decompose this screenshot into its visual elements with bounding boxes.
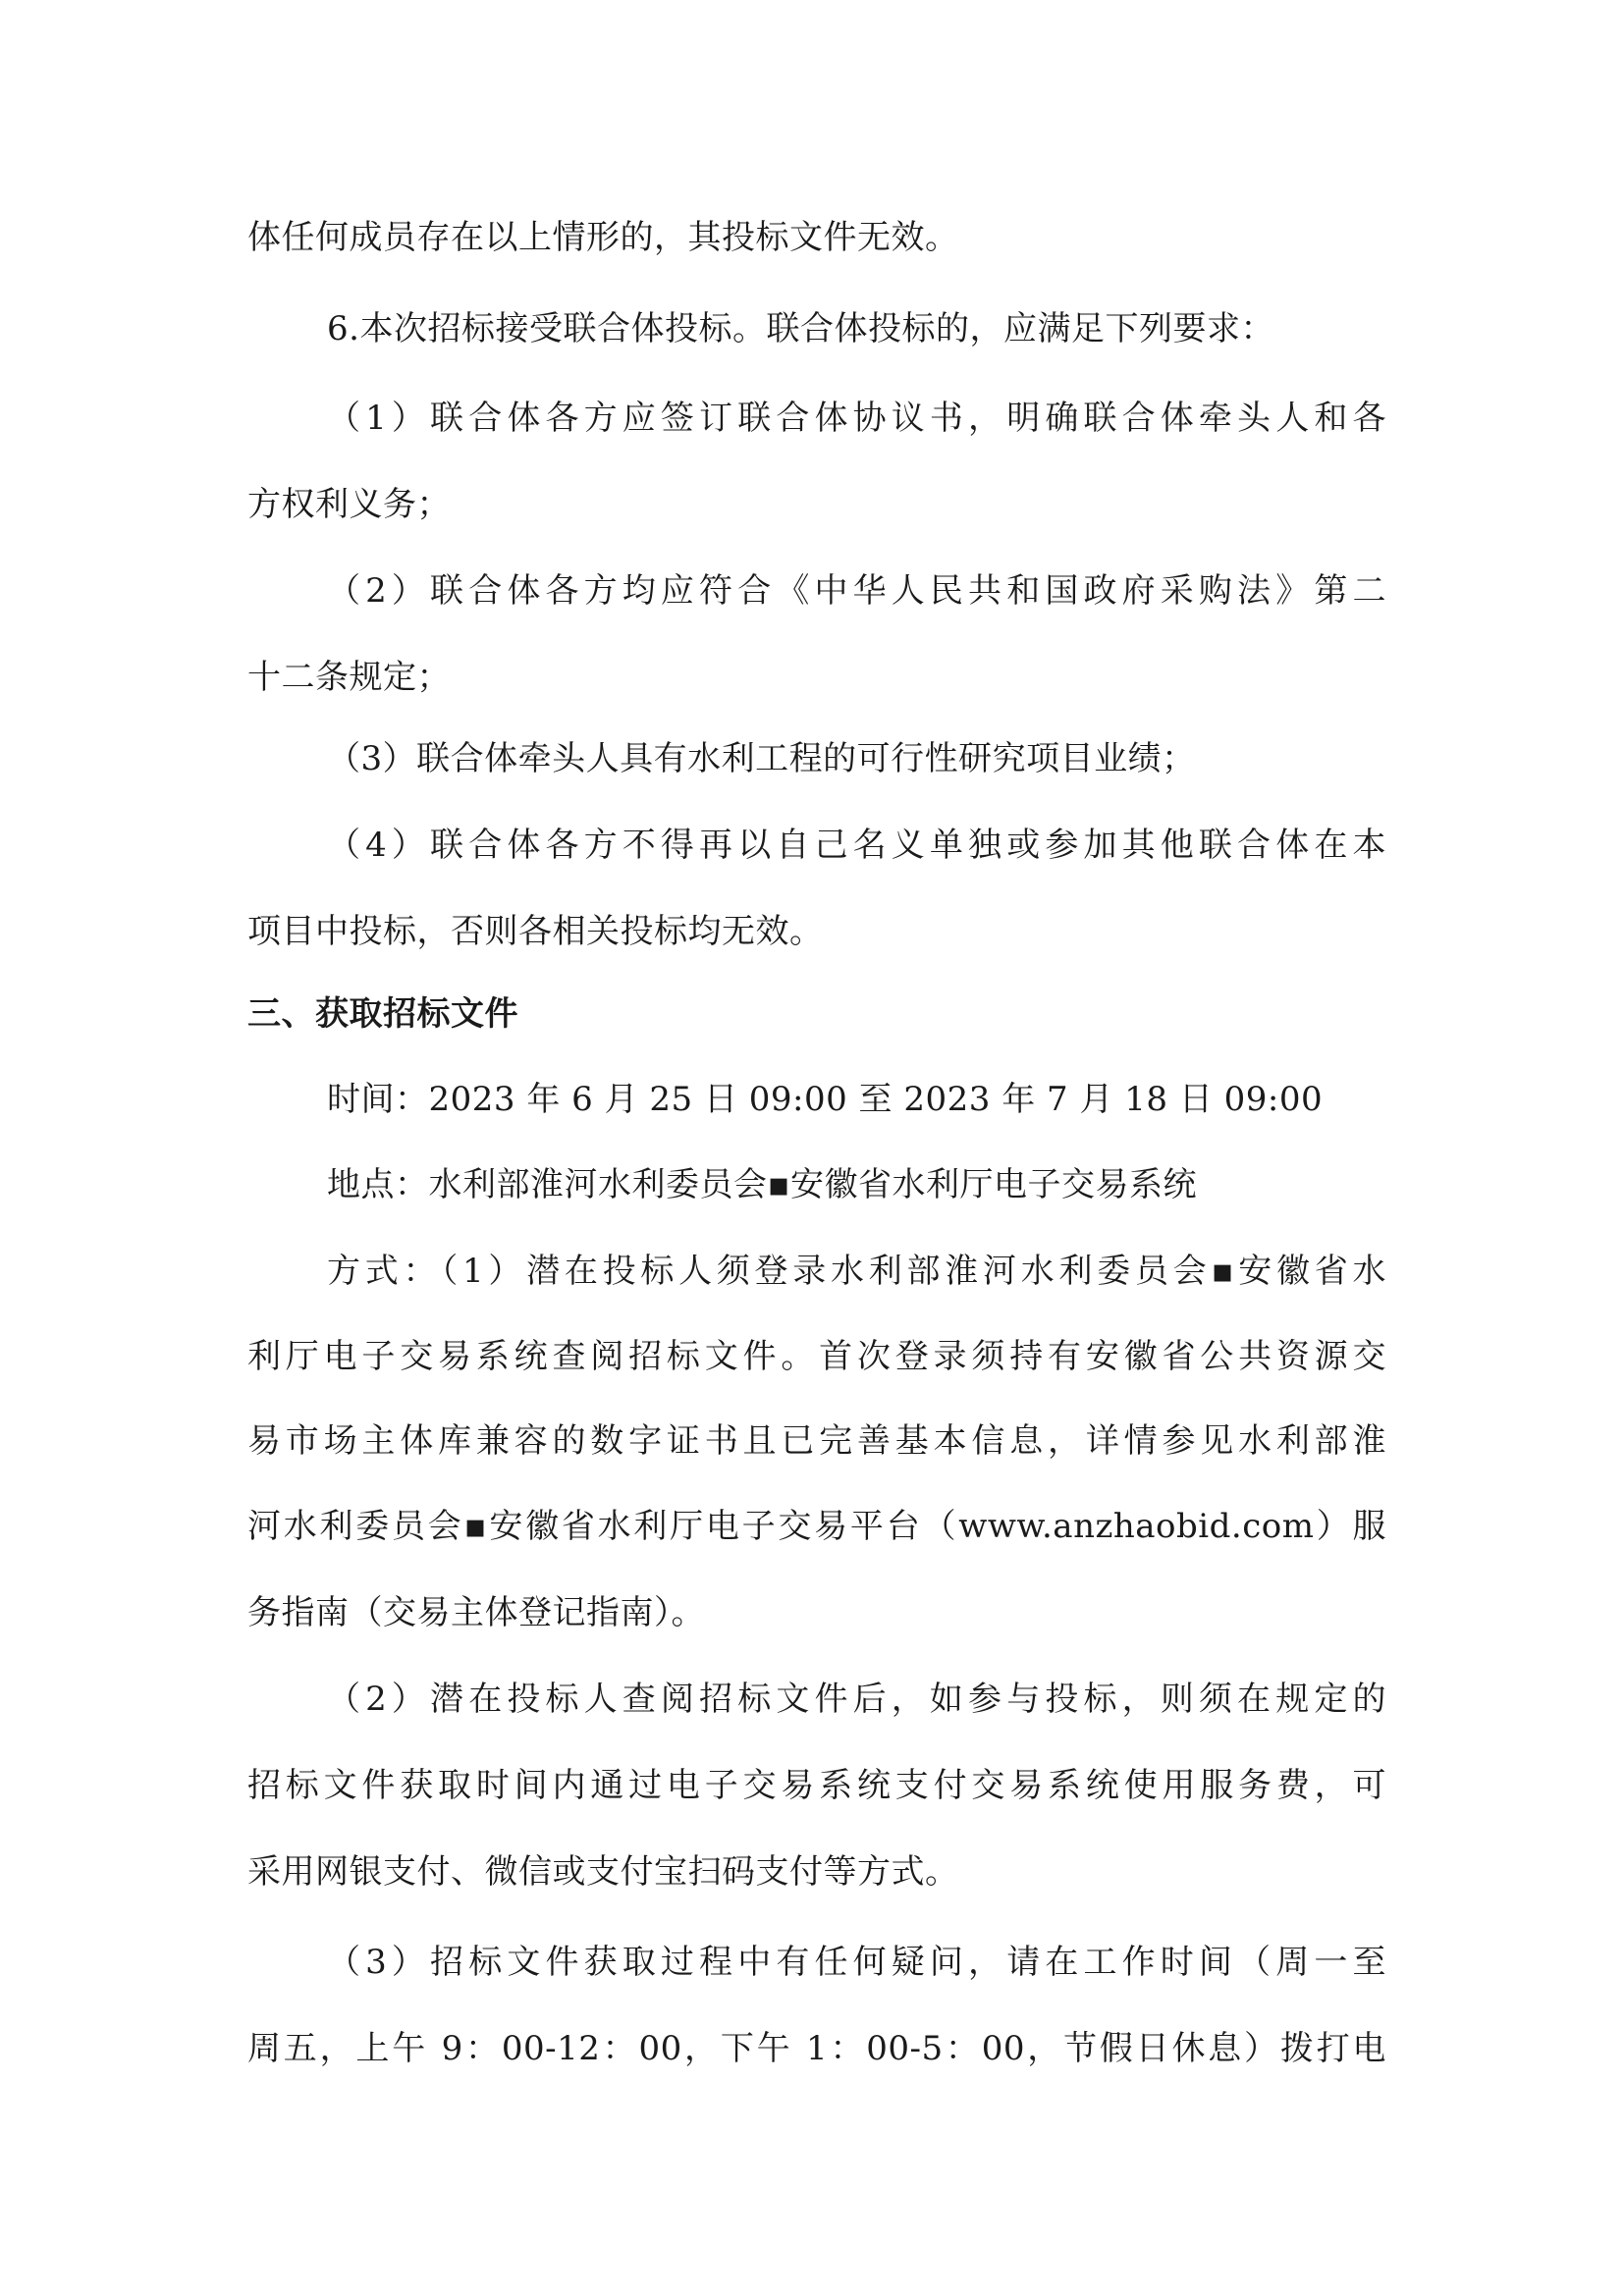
paragraph-line: （4）联合体各方不得再以自己名义单独或参加其他联合体在本 — [327, 826, 1386, 865]
paragraph-line: 利厅电子交易系统查阅招标文件。首次登录须持有安徽省公共资源交 — [247, 1337, 1386, 1376]
paragraph-line: 时间：2023 年 6 月 25 日 09:00 至 2023 年 7 月 18 日 09:00 — [327, 1080, 1324, 1119]
paragraph-line: （1）联合体各方应签订联合体协议书，明确联合体牵头人和各 — [327, 399, 1386, 438]
paragraph-line: 招标文件获取时间内通过电子交易系统支付交易系统使用服务费，可 — [247, 1766, 1386, 1805]
paragraph-line: 6.本次招标接受联合体投标。联合体投标的，应满足下列要求： — [327, 309, 1274, 348]
paragraph-line: 十二条规定； — [247, 658, 451, 697]
paragraph-line: 务指南（交易主体登记指南）。 — [247, 1593, 705, 1632]
paragraph-line: 项目中投标，否则各相关投标均无效。 — [247, 912, 824, 951]
paragraph-line: 河水利委员会▪安徽省水利厅电子交易平台（www.anzhaobid.com）服 — [247, 1507, 1386, 1546]
paragraph-line: （3）招标文件获取过程中有任何疑问，请在工作时间（周一至 — [327, 1943, 1386, 1982]
paragraph-line: （2）联合体各方均应符合《中华人民共和国政府采购法》第二 — [327, 571, 1386, 611]
paragraph-line: 方式：（1）潜在投标人须登录水利部淮河水利委员会▪安徽省水 — [327, 1252, 1386, 1291]
paragraph-line: 地点：水利部淮河水利委员会▪安徽省水利厅电子交易系统 — [327, 1165, 1198, 1204]
paragraph-line: （3）联合体牵头人具有水利工程的可行性研究项目业绩； — [327, 739, 1196, 778]
paragraph-line: 采用网银支付、微信或支付宝扫码支付等方式。 — [247, 1852, 959, 1892]
section-heading: 三、获取招标文件 — [247, 994, 518, 1034]
paragraph-line: 体任何成员存在以上情形的，其投标文件无效。 — [247, 218, 959, 257]
paragraph-line: 易市场主体库兼容的数字证书且已完善基本信息，详情参见水利部淮 — [247, 1421, 1386, 1461]
paragraph-line: （2）潜在投标人查阅招标文件后，如参与投标，则须在规定的 — [327, 1680, 1386, 1719]
paragraph-line: 周五，上午 9：00-12：00，下午 1：00-5：00，节假日休息）拨打电 — [247, 2029, 1386, 2068]
paragraph-line: 方权利义务； — [247, 485, 451, 524]
